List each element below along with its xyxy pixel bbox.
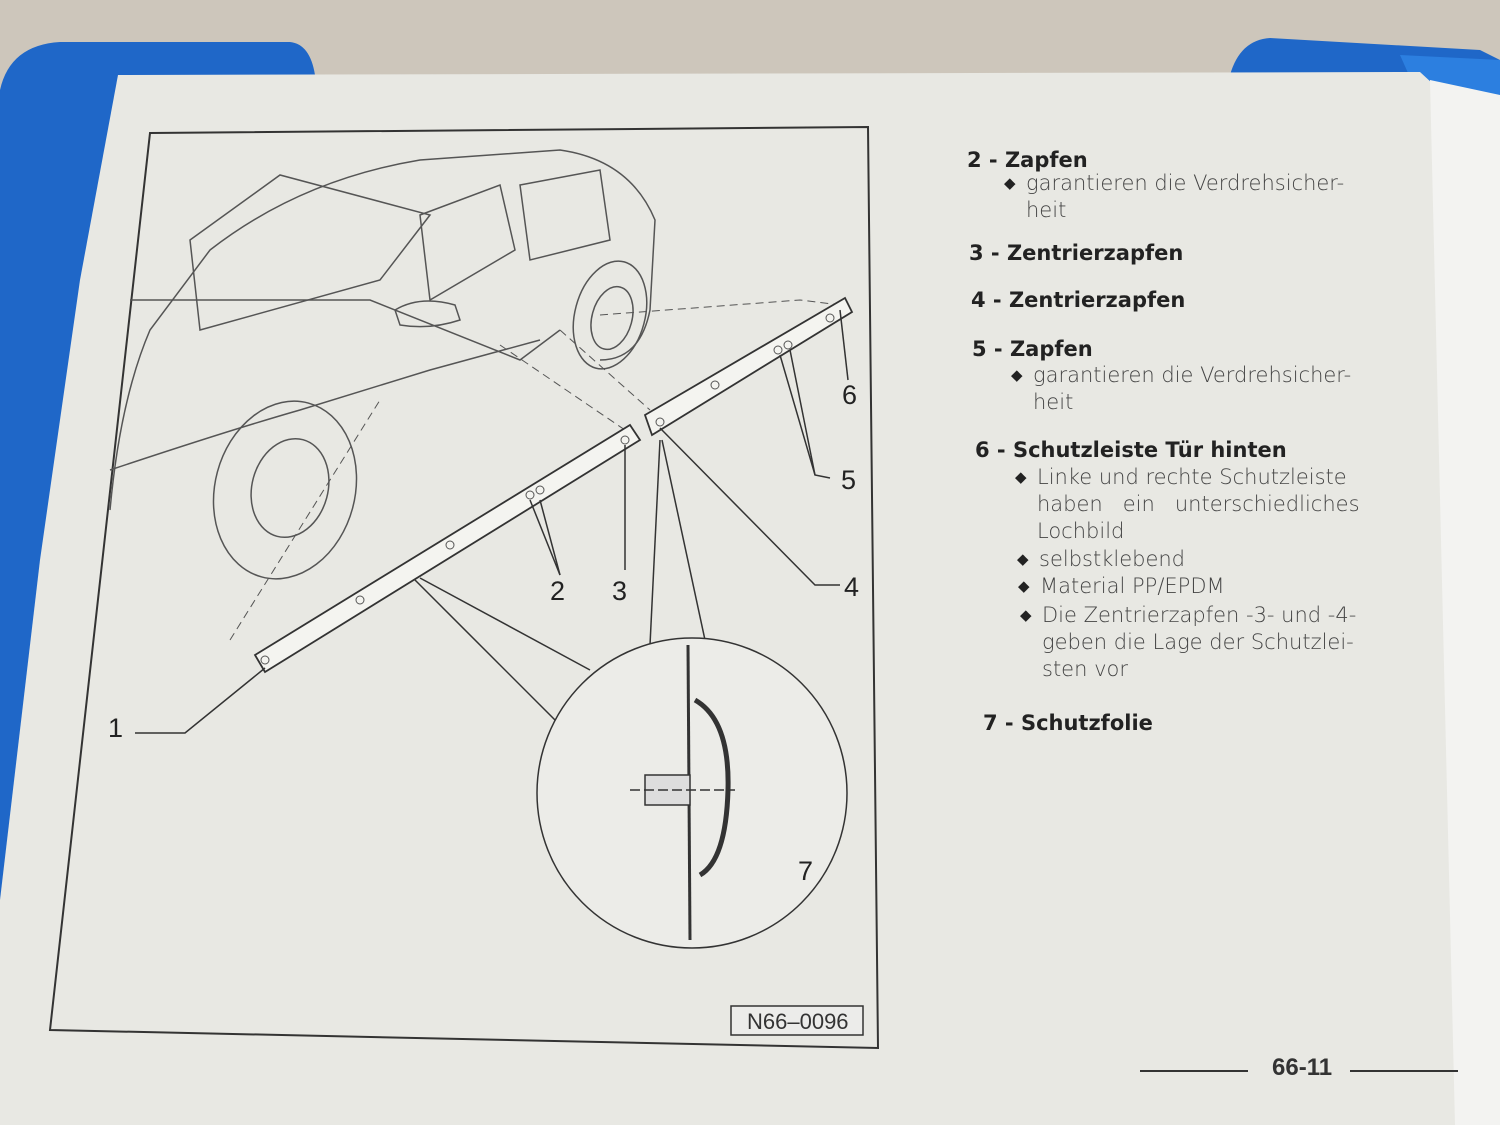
diamond-bullet-icon: ◆ [1015,468,1027,486]
callout-4: 4 [844,572,860,602]
bullet-text: heit [1026,198,1067,222]
bullet-text: heit [1033,390,1074,414]
callout-7: 7 [798,856,814,886]
callout-1: 1 [108,713,124,743]
legend-item-2: 2 - Zapfen [967,148,1088,172]
legend-item-6-bullet-1 [1015,464,1360,545]
legend-item-5-bullet [1011,362,1352,416]
callout-6: 6 [842,380,858,410]
callout-3: 3 [612,576,628,606]
bullet-text: geben die Lage der Schutzlei- [1042,630,1354,654]
diamond-bullet-icon: ◆ [1017,550,1029,568]
bullet-text: Linke und rechte Schutzleiste [1037,465,1347,489]
legend-item-5: 5 - Zapfen [972,337,1093,361]
legend-item-7: 7 - Schutzfolie [983,711,1153,735]
callout-2: 2 [550,576,566,606]
legend-item-2-bullet [1004,170,1345,224]
bullet-text: Lochbild [1037,519,1125,543]
figure-code: N66–0096 [747,1009,849,1034]
legend-item-4: 4 - Zentrierzapfen [971,288,1186,312]
bullet-text: haben ein unterschiedliches [1037,492,1360,516]
detail-magnifier [537,638,847,948]
diamond-bullet-icon: ◆ [1004,174,1016,192]
bullet-text: Die Zentrierzapfen -3- und -4- [1042,603,1357,627]
legend-item-3: 3 - Zentrierzapfen [969,241,1184,265]
bullet-text: garantieren die Verdrehsicher- [1026,171,1345,195]
bullet-text: sten vor [1042,657,1128,681]
legend-item-6-bullet-2 [1017,546,1186,573]
page-number: 66-11 [1272,1054,1333,1081]
legend-item-6-bullet-4 [1020,602,1357,683]
callout-5: 5 [841,465,857,495]
legend-item-6: 6 - Schutzleiste Tür hinten [975,438,1287,462]
bullet-text: selbstklebend [1039,547,1186,571]
diamond-bullet-icon: ◆ [1011,366,1023,384]
diamond-bullet-icon: ◆ [1018,577,1030,595]
legend-item-6-bullet-3 [1018,573,1225,600]
bullet-text: garantieren die Verdrehsicher- [1033,363,1352,387]
bullet-text: Material PP/EPDM [1040,574,1225,598]
diamond-bullet-icon: ◆ [1020,606,1032,624]
